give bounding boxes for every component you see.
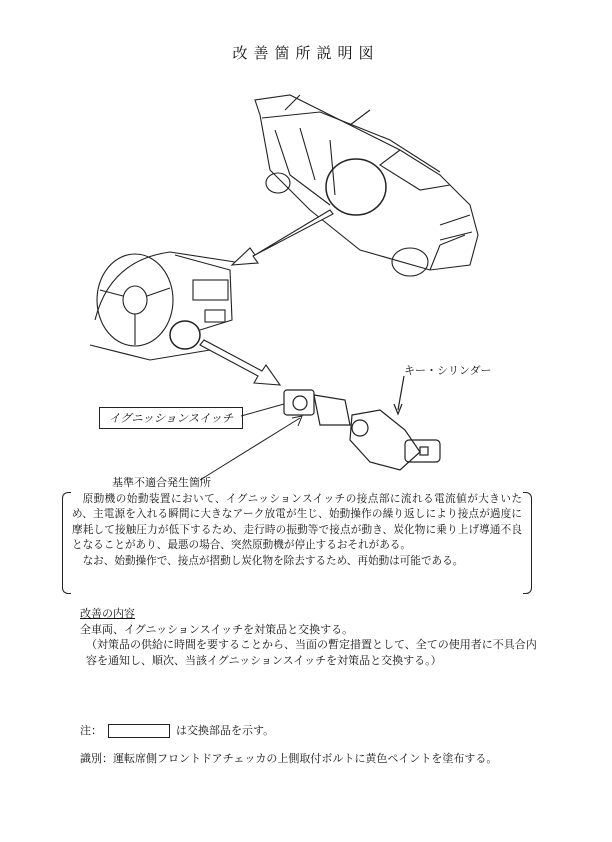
highlight-circle-ignition <box>170 321 200 349</box>
nonconformity-location-label: 基準不適合発生箇所 <box>112 476 211 489</box>
ignition-switch-label: イグニッションスイッチ <box>99 407 243 429</box>
defect-description <box>72 492 522 569</box>
arrow-to-interior <box>232 210 333 265</box>
improvement-line-1: 全車両、イグニッションスイッチを対策品と交換する。 <box>80 622 354 636</box>
description-paragraph-1: 原動機の始動装置において、イグニッションスイッチの接点部に流れる電流値が大きいため、主電源を入れる瞬間に大きなアーク放電が生じ、始動操作の繰り返しにより接点が過度に摩耗して接触圧力が低下するため、走行時の振動等で接点が動き、炭化物に乗り上げ導通不良となることがあり、最悪の場合、突然原動機が停止するおそれがある。 <box>72 493 522 552</box>
minivan-drawing <box>255 95 478 276</box>
dashboard-drawing <box>90 252 235 360</box>
leader-ignition <box>241 404 284 416</box>
legend-note <box>80 722 274 738</box>
improvement-section <box>80 606 540 668</box>
improvement-heading: 改善の内容 <box>80 607 135 620</box>
left-bracket <box>62 492 71 594</box>
page-title: 改善箇所説明図 <box>232 44 380 62</box>
ignition-switch-part <box>284 390 350 425</box>
replacement-part-swatch <box>108 724 170 738</box>
highlight-circle-car <box>326 159 386 215</box>
improvement-line-2: （対策品の供給に時間を要することから、当面の暫定措置として、全ての使用者に不具合内容を通知し、順次、当該イグニッションスイッチを対策品と交換する。） <box>86 638 537 667</box>
key-cylinder-label: キー・シリンダー <box>404 364 492 377</box>
identification-note: 識別：運転席側フロントドアチェッカの上側取付ボルトに黄色ペイントを塗布する。 <box>80 752 498 765</box>
legend-prefix: 注： <box>80 724 102 737</box>
legend-suffix: は交換部品を示す。 <box>176 724 275 737</box>
right-bracket <box>523 492 532 594</box>
leader-nonconformity-head <box>292 416 302 426</box>
arrow-to-parts <box>200 340 280 385</box>
description-paragraph-2: なお、始動操作で、接点が摺動し炭化物を除去するため、再始動は可能である。 <box>82 554 464 567</box>
key-cylinder-part <box>350 410 440 470</box>
